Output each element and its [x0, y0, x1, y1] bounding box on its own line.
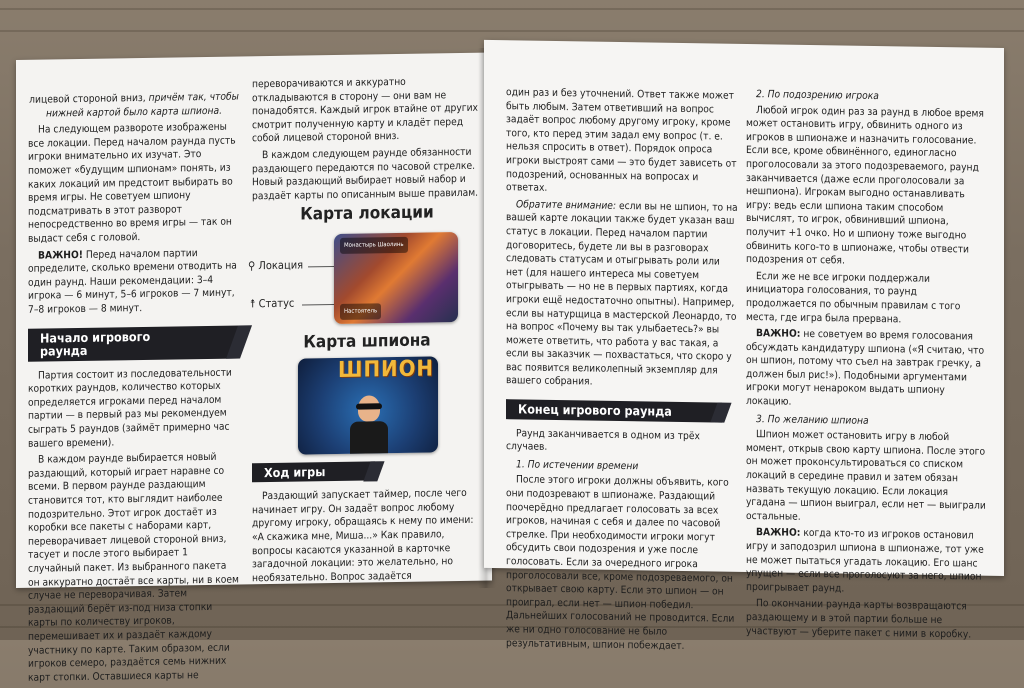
- intro-line: [28, 90, 240, 121]
- paragraph: Партия состоит из последовательности коротких раундов, количество которых определяется игроками перед началом партии — в первый раз мы рекомендуем сыграть 5 раундов (займёт примерно час вашего времени).: [28, 367, 232, 450]
- location-card-figure: [248, 228, 482, 332]
- note-label: Обратите внимание:: [516, 199, 617, 212]
- important-label: ВАЖНО:: [756, 328, 801, 340]
- callout-line: [302, 304, 334, 306]
- paragraph: Раздающий запускает таймер, после чего начинает игру. Он задаёт вопрос любому другому игроку, обращаясь к нему по имени: «А скажика мне, Миша...» Как правило, вопросы касаются указанной в карточке загадочной локации: это желательно, но необязательно. Вопрос задаётся: [252, 488, 474, 584]
- paragraph-important: [746, 327, 988, 412]
- paragraph-important: [746, 526, 988, 598]
- important-text: когда кто-то из игроков остановил игру и заподозрил шпиона в шпионаже, тот уже не может пытаться угадать локацию. Его шанс упущен — если все проголосуют за него, шпион проигрывает раунд.: [746, 528, 984, 595]
- paragraph: Если же не все игроки поддержали инициатора голосования, то раунд продолжается по обычным правилам с того места, где игра была прервана.: [746, 270, 961, 325]
- sunglasses-icon: [356, 403, 382, 409]
- intro-text: лицевой стороной вниз,: [29, 92, 146, 106]
- paragraph: По окончании раунда карты возвращаются раздающему и в этой партии больше не участвуют — уберите пакет с ними в коробку.: [746, 598, 972, 641]
- paragraph: В каждом раунде выбирается новый раздающий, который играет наравне со всеми. В первом раунде раздающим становится тот, кто выглядит наиболее подозрительно. Этот игрок достаёт из коробки все пакеты с наборами карт, переворачивает лицевой стороной вниз, тасует и после этого выбирает 1 случайный пакет. Из выбранного пакета он аккуратно достаёт все карты, ни в коем случае не переворачивая. Затем раздающий берёт из-под низа стопки карты по количеству игроков, перемешивает их и раздаёт каждому участнику по карте. Таким образом, если игроков семеро, раздаётся семь нижних карт стопки. Оставшиеся карты не: [28, 452, 239, 684]
- callout-location: [248, 258, 303, 272]
- intro-italic-text-2: нижней картой было карта шпиона.: [45, 105, 223, 120]
- location-card-title: Карта локации: [300, 202, 434, 225]
- booklet-left-page: [16, 53, 492, 684]
- spy-card-image: [298, 356, 438, 454]
- paragraph: Раунд заканчивается в одном из трёх случаев.: [506, 427, 700, 454]
- list-item-heading: 2. По подозрению игрока: [756, 89, 879, 103]
- list-item-heading: 3. По желанию шпиона: [756, 413, 869, 427]
- spy-suit-icon: [350, 421, 388, 454]
- paragraph: Любой игрок один раз за раунд в любое время может остановить игру, обвинить одного из игроков в шпионаже и назначить голосование. Если все, кроме обвинённого, единогласно проголосовали за этого подозреваемого, раунд заканчивается (даже если проголосовали за нешпиона). Игрокам выгодно останавливать игру: ведь если шпиона таким способом вычислят, то игрок, обвинивший шпиона, получит +1 очко. Но и шпиону тоже выгодно обвинить кого-то в шпионаже, чтобы отвести подозрения от себя.: [746, 104, 984, 267]
- section-heading: Ход игры: [252, 461, 375, 483]
- left-page-column-2: [248, 75, 482, 589]
- important-label: ВАЖНО:: [756, 527, 801, 540]
- spy-card-text: ШПИОН: [338, 355, 434, 383]
- booklet-right-page: [484, 40, 1004, 652]
- paragraph: переворачиваются и аккуратно откладываются в сторону — они вам не понадобятся. Каждый игрок втайне от других смотрит полученную карту и кладёт перед собой лицевой стороной вниз.: [252, 76, 478, 145]
- person-icon: ☨: [250, 297, 256, 311]
- location-card-image: [334, 232, 458, 324]
- paragraph-note: [506, 198, 738, 392]
- left-page-column-1: [28, 90, 240, 688]
- paragraph: один раз и без уточнений. Ответ также может быть любым. Затем ответивший на вопрос задаёт вопрос любому другому игроку, кроме того, кто перед этим задал ему вопрос (т. е. нельзя спросить в ответ). Порядок опроса игроки выстроят сами — это будет зависеть от подозрений, основанных на вопросах и ответах.: [506, 87, 737, 194]
- section-heading: Начало игрового раунда: [28, 325, 240, 362]
- right-page-column-1: [506, 86, 738, 657]
- important-label: ВАЖНО!: [38, 249, 83, 262]
- pin-icon: ⚲: [248, 259, 256, 273]
- paragraph: На следующем развороте изображены все локации. Перед началом раунда пусть игроки внимательно их изучат. Это поможет «будущим шпионам» понять, из каких локаций им предстоит выбирать во время игры. Не советуем шпиону подсматривать в этот разворот непосредственно во время игры — так он выдаст себя с головой.: [28, 121, 236, 245]
- list-item-heading: 1. По истечении времени: [516, 459, 639, 473]
- spy-card-figure: [252, 355, 482, 457]
- callout-status-label: Статус: [258, 296, 295, 311]
- callout-status: [250, 297, 294, 311]
- location-card-status: Настоятель: [340, 304, 381, 320]
- paragraph: Шпион может остановить игру в любой момент, открыв свою карту шпиона. После этого он может проконсультироваться со списком локаций в середине правил и затем обязан назвать текущую локацию. Если локация угадана — шпион выиграл, если нет — выиграли остальные.: [746, 429, 986, 523]
- location-card-name: Монастырь Шаолинь: [340, 237, 408, 254]
- section-heading: Конец игрового раунда: [506, 399, 722, 422]
- callout-location-label: Локация: [258, 258, 304, 273]
- important-text: Перед началом партии определите, сколько времени отводить на один раунд. Наши рекомендации: 3–4 игрока — 6 минут, 5–6 игроков — 7 минут, 7–8 игроков — 8 минут.: [28, 247, 237, 316]
- callout-line: [308, 266, 334, 267]
- spy-card-title: Карта шпиона: [303, 330, 431, 353]
- paragraph: После этого игроки должны объявить, кого они подозревают в шпионаже. Раздающий поочерёдно предлагает голосовать за всех игроков, начиная с себя и далее по часовой стрелке. При необходимости игроки могут обсудить свои подозрения и уже после голосовать. Если за очередного игрока проголосовали все, кроме подозреваемого, он открывает свою карту. Если это шпион — он проиграл, если нет — шпион победил. Дальнейших голосований не проводится. Если же ни одно голосование не было результативным, шпион побеждает.: [506, 474, 735, 652]
- paragraph: В каждом следующем раунде обязанности раздающего передаются по часовой стрелке. Новый раздающий выбирает новый набор и раздаёт карты по описанным выше правилам.: [252, 146, 479, 203]
- right-page-column-2: [746, 88, 988, 645]
- note-text: если вы не шпион, то на вашей карте локации также будет указан ваш статус в локации. Перед началом партии договоритесь, будете ли вы в разговорах следовать статусам и отыгрывать роли или нет (для нашего интереса мы советуем отыгрывать — но не в первых партиях, когда игроки ещё недостаточно опытны). Например, если вы натурщица в мастерской Леонардо, то на вопрос «Почему вы так улыбаетесь?» вы можете ответить, что работа у вас такая, а если вы заказчик — похвастаться, что скоро у вас появится великолепный экземпляр для вашего собрания.: [506, 200, 738, 389]
- important-text: не советуем во время голосования обсуждать кандидатуру шпиона («Я считаю, что он шпион, потому что съел на завтрак гречку, а должен был рис!»). Подобными аргументами игроки могут ненароком выдать шпиону локацию.: [746, 328, 985, 408]
- intro-italic-text: причём так, чтобы: [148, 91, 239, 104]
- paragraph-important: [28, 246, 240, 317]
